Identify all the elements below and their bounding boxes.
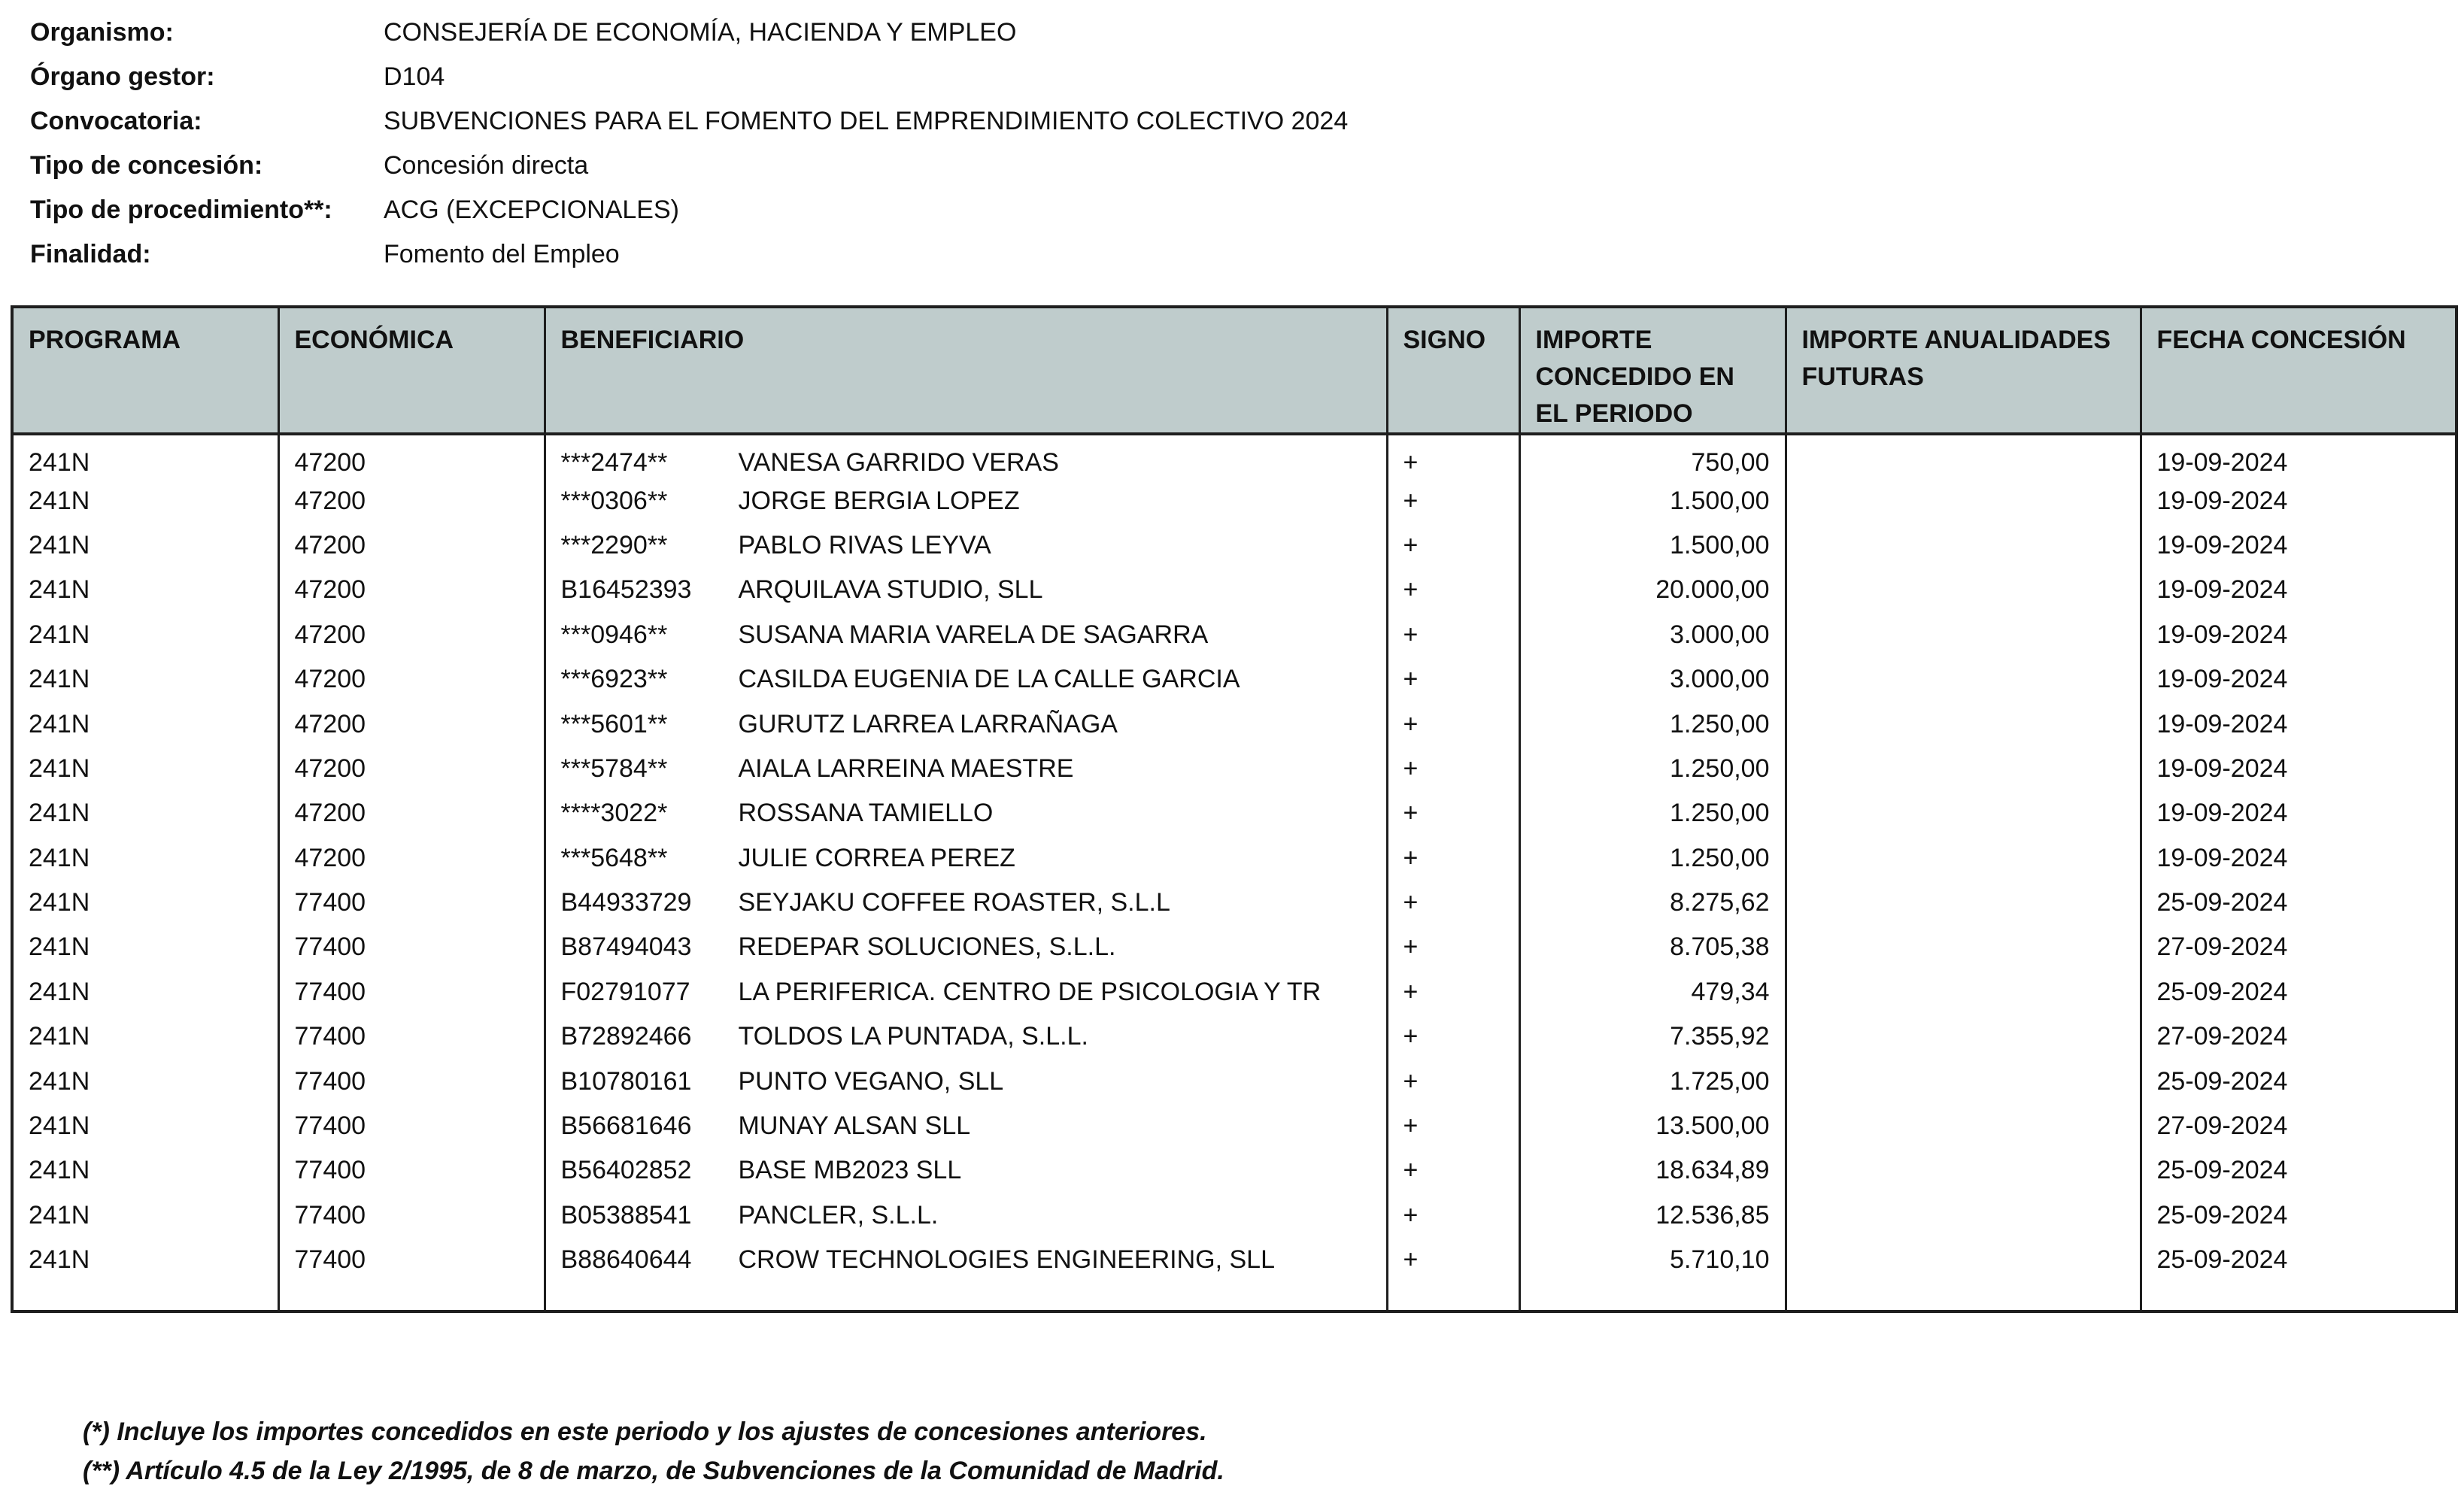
beneficiary-id: ***2474** (560, 448, 668, 478)
cell-programa: 241N (12, 568, 278, 612)
header-programa: PROGRAMA (12, 307, 278, 434)
beneficiary-name: SEYJAKU COFFEE ROASTER, S.L.L (738, 888, 1170, 917)
cell-economica: 47200 (278, 657, 545, 702)
cell-signo: + (1387, 1238, 1519, 1282)
cell-signo: + (1387, 1059, 1519, 1103)
meta-value: Concesión directa (384, 151, 589, 180)
table-row (12, 1193, 2456, 1238)
cell-beneficiario (545, 970, 1387, 1014)
cell-programa: 241N (12, 925, 278, 969)
table-row (12, 523, 2456, 568)
cell-fecha: 25-09-2024 (2141, 1148, 2456, 1193)
cell-programa: 241N (12, 747, 278, 791)
cell-importe: 1.500,00 (1519, 523, 1786, 568)
beneficiary-name: AIALA LARREINA MAESTRE (738, 754, 1074, 783)
cell-programa: 241N (12, 791, 278, 835)
cell-programa: 241N (12, 613, 278, 657)
cell-signo: + (1387, 970, 1519, 1014)
cell-economica: 47200 (278, 568, 545, 612)
cell-importe: 1.250,00 (1519, 747, 1786, 791)
cell-beneficiario (545, 1148, 1387, 1193)
table-filler-row (12, 1282, 2456, 1311)
header-importe: IMPORTE CONCEDIDO EN EL PERIODO (1519, 307, 1786, 434)
cell-fecha: 19-09-2024 (2141, 836, 2456, 881)
cell-beneficiario (545, 613, 1387, 657)
cell-beneficiario (545, 747, 1387, 791)
cell-beneficiario (545, 1193, 1387, 1238)
cell-economica: 47200 (278, 613, 545, 657)
meta-row-tipo-procedimiento (30, 188, 1348, 232)
cell-signo: + (1387, 1104, 1519, 1148)
cell-anualidades (1786, 1014, 2141, 1059)
cell-programa: 241N (12, 434, 278, 478)
cell-importe: 7.355,92 (1519, 1014, 1786, 1059)
cell-signo: + (1387, 702, 1519, 746)
beneficiary-id: ***5648** (560, 843, 668, 872)
cell-importe: 1.250,00 (1519, 791, 1786, 835)
cell-fecha: 19-09-2024 (2141, 568, 2456, 612)
cell-signo: + (1387, 1014, 1519, 1059)
cell-fecha: 19-09-2024 (2141, 434, 2456, 478)
beneficiary-name: TOLDOS LA PUNTADA, S.L.L. (738, 1022, 1088, 1051)
cell-importe: 3.000,00 (1519, 657, 1786, 702)
cell-anualidades (1786, 657, 2141, 702)
cell-importe: 12.536,85 (1519, 1193, 1786, 1238)
cell-anualidades (1786, 568, 2141, 612)
cell-fecha: 25-09-2024 (2141, 1238, 2456, 1282)
metadata-block (30, 11, 1348, 277)
cell-fecha: 19-09-2024 (2141, 523, 2456, 568)
cell-importe: 1.725,00 (1519, 1059, 1786, 1103)
header-economica: ECONÓMICA (278, 307, 545, 434)
cell-beneficiario (545, 434, 1387, 478)
cell-signo: + (1387, 881, 1519, 925)
cell-signo: + (1387, 568, 1519, 612)
beneficiary-name: GURUTZ LARREA LARRAÑAGA (738, 709, 1118, 738)
beneficiary-name: ARQUILAVA STUDIO, SLL (738, 575, 1043, 605)
filler-cell (278, 1282, 545, 1311)
cell-economica: 77400 (278, 881, 545, 925)
cell-fecha: 25-09-2024 (2141, 1059, 2456, 1103)
footnote-importes: (*) Incluye los importes concedidos en este periodo y los ajustes de concesiones anteriores. (83, 1418, 1207, 1446)
beneficiary-id: B10780161 (560, 1066, 692, 1096)
cell-economica: 77400 (278, 1238, 545, 1282)
cell-anualidades (1786, 523, 2141, 568)
beneficiary-id: B87494043 (560, 932, 692, 962)
table-row (12, 1104, 2456, 1148)
cell-programa: 241N (12, 836, 278, 881)
cell-signo: + (1387, 434, 1519, 478)
table-row (12, 702, 2456, 746)
table-row (12, 568, 2456, 612)
beneficiary-name: MUNAY ALSAN SLL (738, 1111, 971, 1141)
cell-programa: 241N (12, 702, 278, 746)
cell-fecha: 19-09-2024 (2141, 478, 2456, 523)
cell-programa: 241N (12, 657, 278, 702)
meta-row-organismo (30, 11, 1348, 55)
cell-anualidades (1786, 1059, 2141, 1103)
table-row (12, 478, 2456, 523)
cell-beneficiario (545, 523, 1387, 568)
cell-programa: 241N (12, 1238, 278, 1282)
cell-fecha: 19-09-2024 (2141, 702, 2456, 746)
cell-anualidades (1786, 881, 2141, 925)
cell-importe: 3.000,00 (1519, 613, 1786, 657)
grants-table (11, 305, 2458, 1313)
cell-beneficiario (545, 881, 1387, 925)
header-fecha: FECHA CONCESIÓN (2141, 307, 2456, 434)
meta-label: Organismo: (30, 18, 174, 47)
cell-importe: 8.705,38 (1519, 925, 1786, 969)
beneficiary-id: B88640644 (560, 1245, 692, 1275)
cell-programa: 241N (12, 523, 278, 568)
cell-fecha: 27-09-2024 (2141, 1014, 2456, 1059)
cell-anualidades (1786, 1104, 2141, 1148)
cell-programa: 241N (12, 970, 278, 1014)
meta-value: Fomento del Empleo (384, 240, 620, 268)
table-row (12, 434, 2456, 478)
cell-fecha: 25-09-2024 (2141, 1193, 2456, 1238)
cell-fecha: 25-09-2024 (2141, 881, 2456, 925)
header-signo: SIGNO (1387, 307, 1519, 434)
cell-beneficiario (545, 568, 1387, 612)
cell-anualidades (1786, 1193, 2141, 1238)
cell-importe: 8.275,62 (1519, 881, 1786, 925)
cell-economica: 47200 (278, 702, 545, 746)
cell-signo: + (1387, 836, 1519, 881)
footnote-articulo: (**) Artículo 4.5 de la Ley 2/1995, de 8 de marzo, de Subvenciones de la Comunidad de Madrid. (83, 1457, 1224, 1485)
cell-importe: 20.000,00 (1519, 568, 1786, 612)
cell-beneficiario (545, 791, 1387, 835)
beneficiary-id: ***0946** (560, 620, 668, 649)
table-row (12, 1148, 2456, 1193)
beneficiary-name: LA PERIFERICA. CENTRO DE PSICOLOGIA Y TR (738, 977, 1322, 1006)
beneficiary-name: BASE MB2023 SLL (738, 1156, 962, 1185)
cell-anualidades (1786, 1148, 2141, 1193)
table-row (12, 836, 2456, 881)
header-anualidades: IMPORTE ANUALIDADES FUTURAS (1786, 307, 2141, 434)
meta-value: CONSEJERÍA DE ECONOMÍA, HACIENDA Y EMPLEO (384, 18, 1017, 47)
beneficiary-name: JORGE BERGIA LOPEZ (738, 486, 1020, 515)
beneficiary-id: B16452393 (560, 575, 692, 605)
beneficiary-id: B56402852 (560, 1156, 692, 1185)
meta-label: Finalidad: (30, 240, 151, 268)
filler-cell (1519, 1282, 1786, 1311)
meta-row-tipo-concesion (30, 144, 1348, 188)
cell-beneficiario (545, 1238, 1387, 1282)
cell-signo: + (1387, 791, 1519, 835)
beneficiary-name: PUNTO VEGANO, SLL (738, 1066, 1004, 1096)
cell-fecha: 27-09-2024 (2141, 925, 2456, 969)
cell-economica: 77400 (278, 1148, 545, 1193)
beneficiary-name: VANESA GARRIDO VERAS (738, 448, 1059, 478)
cell-anualidades (1786, 434, 2141, 478)
meta-row-finalidad (30, 232, 1348, 277)
cell-economica: 77400 (278, 925, 545, 969)
cell-beneficiario (545, 1014, 1387, 1059)
beneficiary-id: B05388541 (560, 1200, 692, 1230)
meta-row-convocatoria (30, 99, 1348, 144)
filler-cell (1387, 1282, 1519, 1311)
footnotes (83, 1412, 1224, 1490)
cell-programa: 241N (12, 1104, 278, 1148)
cell-importe: 5.710,10 (1519, 1238, 1786, 1282)
cell-fecha: 19-09-2024 (2141, 791, 2456, 835)
cell-anualidades (1786, 925, 2141, 969)
cell-economica: 47200 (278, 836, 545, 881)
cell-economica: 77400 (278, 1104, 545, 1148)
cell-beneficiario (545, 478, 1387, 523)
cell-importe: 750,00 (1519, 434, 1786, 478)
cell-economica: 47200 (278, 434, 545, 478)
cell-signo: + (1387, 478, 1519, 523)
meta-value: ACG (EXCEPCIONALES) (384, 196, 679, 224)
cell-importe: 1.250,00 (1519, 702, 1786, 746)
meta-label: Convocatoria: (30, 107, 202, 135)
cell-fecha: 27-09-2024 (2141, 1104, 2456, 1148)
table-row (12, 1238, 2456, 1282)
beneficiary-id: B56681646 (560, 1111, 692, 1141)
cell-programa: 241N (12, 881, 278, 925)
meta-label: Tipo de procedimiento**: (30, 196, 332, 224)
meta-value: D104 (384, 62, 445, 91)
cell-economica: 47200 (278, 747, 545, 791)
beneficiary-name: SUSANA MARIA VARELA DE SAGARRA (738, 620, 1209, 649)
cell-signo: + (1387, 1193, 1519, 1238)
table-row (12, 1059, 2456, 1103)
cell-economica: 47200 (278, 523, 545, 568)
beneficiary-id: B72892466 (560, 1022, 692, 1051)
cell-importe: 18.634,89 (1519, 1148, 1786, 1193)
cell-anualidades (1786, 613, 2141, 657)
cell-beneficiario (545, 1104, 1387, 1148)
cell-fecha: 19-09-2024 (2141, 657, 2456, 702)
cell-programa: 241N (12, 1059, 278, 1103)
filler-cell (1786, 1282, 2141, 1311)
table-row (12, 747, 2456, 791)
cell-beneficiario (545, 836, 1387, 881)
table-row (12, 881, 2456, 925)
cell-economica: 77400 (278, 970, 545, 1014)
header-beneficiario: BENEFICIARIO (545, 307, 1387, 434)
beneficiary-id: F02791077 (560, 977, 690, 1006)
filler-cell (2141, 1282, 2456, 1311)
cell-economica: 47200 (278, 791, 545, 835)
cell-beneficiario (545, 1059, 1387, 1103)
beneficiary-id: ***0306** (560, 486, 668, 515)
table-row (12, 1014, 2456, 1059)
cell-importe: 13.500,00 (1519, 1104, 1786, 1148)
cell-beneficiario (545, 657, 1387, 702)
meta-label: Órgano gestor: (30, 62, 215, 91)
beneficiary-name: CROW TECHNOLOGIES ENGINEERING, SLL (738, 1245, 1276, 1275)
beneficiary-id: ***2290** (560, 530, 668, 559)
cell-programa: 241N (12, 1193, 278, 1238)
beneficiary-id: ***5601** (560, 709, 668, 738)
beneficiary-name: CASILDA EUGENIA DE LA CALLE GARCIA (738, 665, 1240, 694)
cell-importe: 1.250,00 (1519, 836, 1786, 881)
cell-signo: + (1387, 657, 1519, 702)
cell-signo: + (1387, 1148, 1519, 1193)
cell-beneficiario (545, 702, 1387, 746)
beneficiary-id: ***5784** (560, 754, 668, 783)
table-row (12, 657, 2456, 702)
cell-economica: 77400 (278, 1014, 545, 1059)
meta-label: Tipo de concesión: (30, 151, 263, 180)
cell-anualidades (1786, 791, 2141, 835)
cell-beneficiario (545, 925, 1387, 969)
meta-row-organo-gestor (30, 55, 1348, 99)
table-row (12, 970, 2456, 1014)
cell-anualidades (1786, 478, 2141, 523)
cell-fecha: 19-09-2024 (2141, 747, 2456, 791)
cell-economica: 47200 (278, 478, 545, 523)
cell-anualidades (1786, 702, 2141, 746)
beneficiary-id: B44933729 (560, 888, 692, 917)
cell-anualidades (1786, 747, 2141, 791)
cell-signo: + (1387, 925, 1519, 969)
cell-anualidades (1786, 836, 2141, 881)
cell-fecha: 19-09-2024 (2141, 613, 2456, 657)
cell-fecha: 25-09-2024 (2141, 970, 2456, 1014)
cell-signo: + (1387, 747, 1519, 791)
beneficiary-name: JULIE CORREA PEREZ (738, 843, 1015, 872)
cell-signo: + (1387, 523, 1519, 568)
beneficiary-id: ****3022* (560, 799, 668, 828)
cell-programa: 241N (12, 1148, 278, 1193)
cell-economica: 77400 (278, 1059, 545, 1103)
beneficiary-id: ***6923** (560, 665, 668, 694)
cell-programa: 241N (12, 1014, 278, 1059)
cell-signo: + (1387, 613, 1519, 657)
cell-anualidades (1786, 1238, 2141, 1282)
beneficiary-name: REDEPAR SOLUCIONES, S.L.L. (738, 932, 1116, 962)
cell-anualidades (1786, 970, 2141, 1014)
cell-importe: 479,34 (1519, 970, 1786, 1014)
cell-economica: 77400 (278, 1193, 545, 1238)
table-row (12, 791, 2456, 835)
table-header-row (12, 307, 2456, 434)
cell-importe: 1.500,00 (1519, 478, 1786, 523)
filler-cell (545, 1282, 1387, 1311)
table-row (12, 925, 2456, 969)
beneficiary-name: ROSSANA TAMIELLO (738, 799, 994, 828)
filler-cell (12, 1282, 278, 1311)
beneficiary-name: PANCLER, S.L.L. (738, 1200, 939, 1230)
table-row (12, 613, 2456, 657)
beneficiary-name: PABLO RIVAS LEYVA (738, 530, 991, 559)
cell-programa: 241N (12, 478, 278, 523)
table-body (12, 434, 2456, 1311)
meta-value: SUBVENCIONES PARA EL FOMENTO DEL EMPRENDIMIENTO COLECTIVO 2024 (384, 107, 1349, 135)
